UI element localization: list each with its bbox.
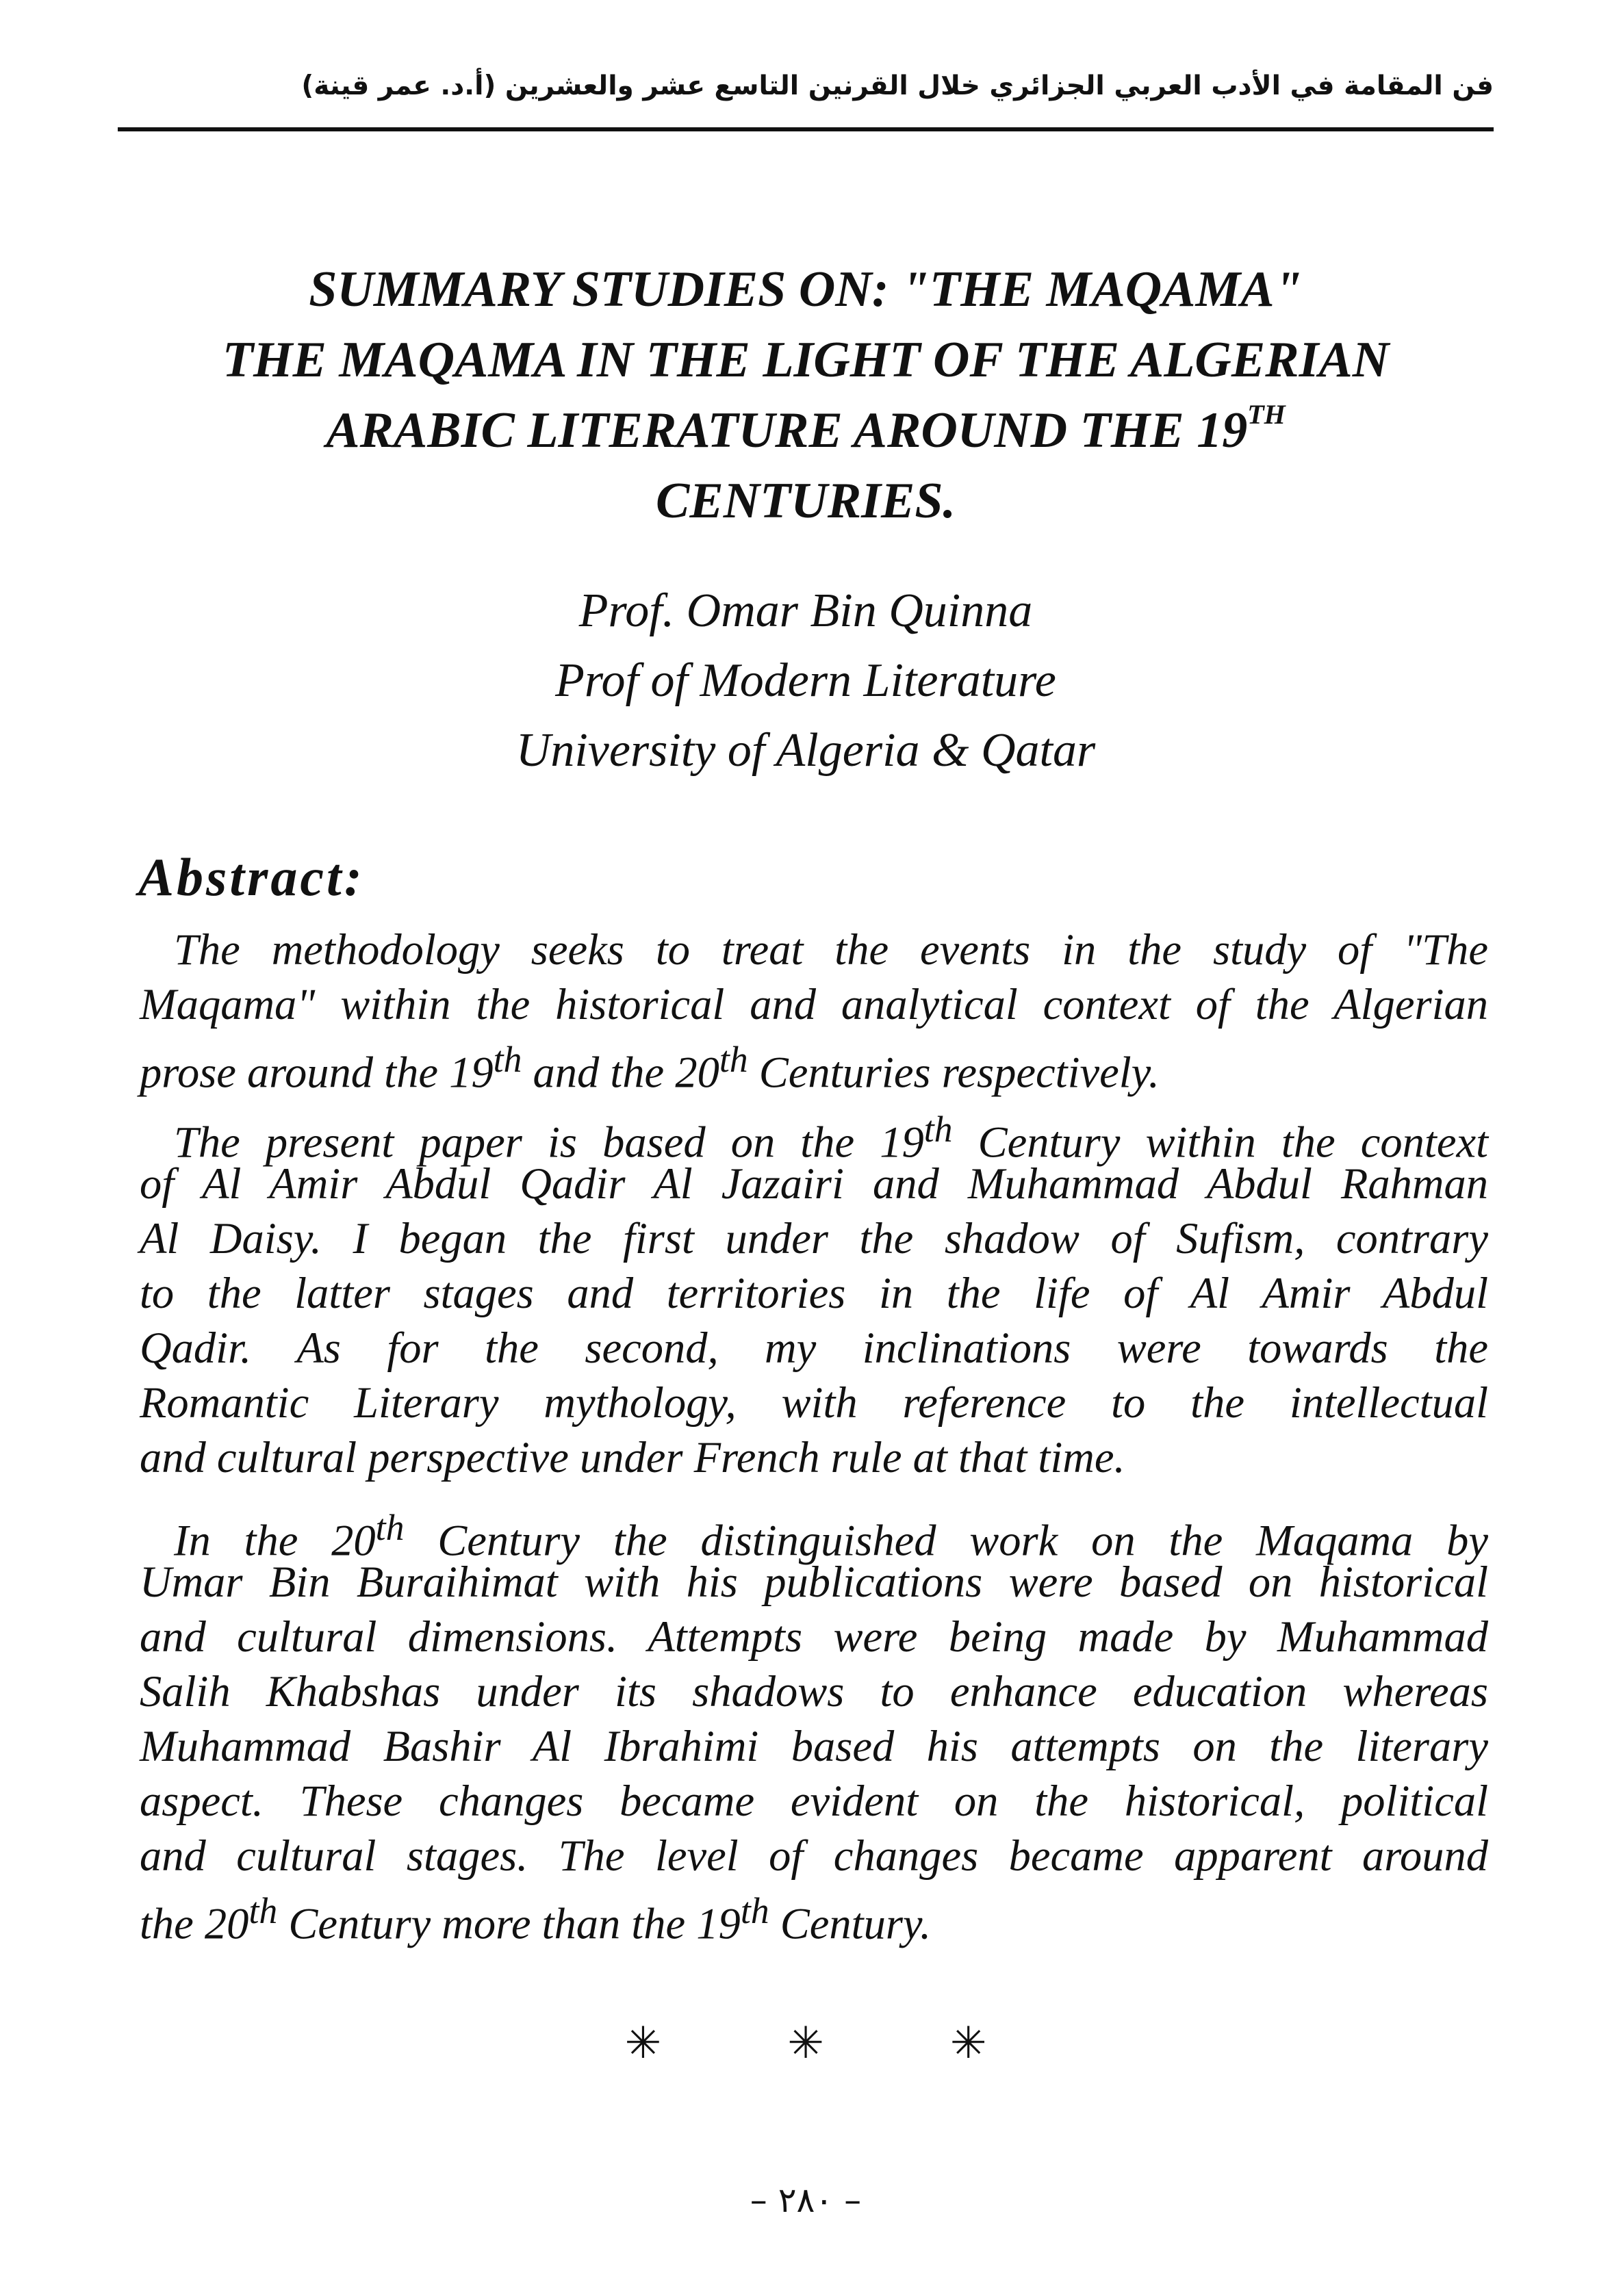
text-line: of Al Amir Abdul Qadir Al Jazairi and Muhammad Abdul Rahman [140,1159,1488,1208]
text-line: Umar Bin Buraihimat with his publications were based on historical [140,1558,1488,1606]
title-line-4: CENTURIES. [656,473,956,529]
title-line-2: THE MAQAMA IN THE LIGHT OF THE ALGERIAN [222,332,1390,388]
text-run: Century within the context [952,1118,1489,1167]
text-run: Century more than the 19 [277,1899,741,1948]
ordinal-suffix: th [923,1109,953,1150]
abstract-heading: Abstract: [138,847,365,907]
text-run: prose around the 19 [140,1048,494,1097]
running-header: فن المقامة في الأدب العربي الجزائري خلال القرنين التاسع عشر والعشرين (أ.د. عمر قينة) [301,70,1494,101]
section-separator [118,2016,1494,2071]
ordinal-suffix: th [740,1890,769,1931]
text-run: Century the distinguished work on the Maqama by [404,1516,1488,1565]
text-line: Al Daisy. I began the first under the shadow of Sufism, contrary [140,1214,1488,1263]
text-line: Muhammad Bashir Al Ibrahimi based his attempts on the literary [140,1722,1488,1770]
text-line [140,1032,1488,1097]
text-line: and cultural dimensions. Attempts were being made by Muhammad [140,1612,1488,1661]
text-line [140,1102,1489,1167]
author-affiliation: University of Algeria & Qatar [515,724,1096,777]
text-line [140,1883,1488,1948]
text-line: Qadir. As for the second, my inclinations were towards the [140,1324,1488,1372]
text-line: and cultural stages. The level of changes became apparent around [140,1831,1488,1880]
text-run: Century. [769,1899,932,1948]
abstract-paragraph-2 [140,1102,1488,1485]
header-rule [118,127,1494,131]
text-run: The present paper is based on the 19 [174,1118,924,1167]
abstract-paragraph-1 [140,923,1488,1097]
ordinal-suffix: th [719,1039,748,1080]
text-line: Maqama" within the historical and analytical context of the Algerian [140,980,1488,1029]
text-run: the 20 [140,1899,249,1948]
author-role: Prof of Modern Literature [555,654,1056,707]
asterism-icon: ✳ [949,2019,987,2067]
paper-title [118,255,1494,537]
abstract-body [140,923,1488,1953]
ordinal-suffix: th [248,1890,278,1931]
ordinal-suffix: th [375,1507,405,1548]
author-name: Prof. Omar Bin Quinna [578,584,1033,637]
text-run: and the 20 [522,1048,719,1097]
title-line-3 [118,396,1494,466]
text-line: to the latter stages and territories in the life of Al Amir Abdul [140,1269,1488,1317]
text-line: Salih Khabshas under its shadows to enhance education whereas [140,1667,1488,1716]
abstract-paragraph-3 [140,1500,1488,1948]
page-number: – ٢٨٠ – [750,2180,862,2220]
text-line: and cultural perspective under French rule at that time. [140,1433,1125,1482]
title-superscript: TH [1247,399,1286,430]
title-line-3-text: ARABIC LITERATURE AROUND THE 19 [326,402,1248,459]
asterism-icon: ✳ [624,2019,662,2067]
title-line-1: SUMMARY STUDIES ON: "THE MAQAMA" [309,261,1303,318]
ordinal-suffix: th [493,1039,522,1080]
text-line: Romantic Literary mythology, with reference to the intellectual [140,1378,1488,1427]
text-run: In the 20 [174,1516,376,1565]
author-block [118,576,1494,786]
text-run: Centuries respectively. [748,1048,1160,1097]
text-line: aspect. These changes became evident on the historical, political [140,1777,1488,1825]
text-line [140,1500,1488,1565]
asterism-icon: ✳ [787,2019,824,2067]
text-line: The methodology seeks to treat the events in the study of "The [174,925,1488,974]
